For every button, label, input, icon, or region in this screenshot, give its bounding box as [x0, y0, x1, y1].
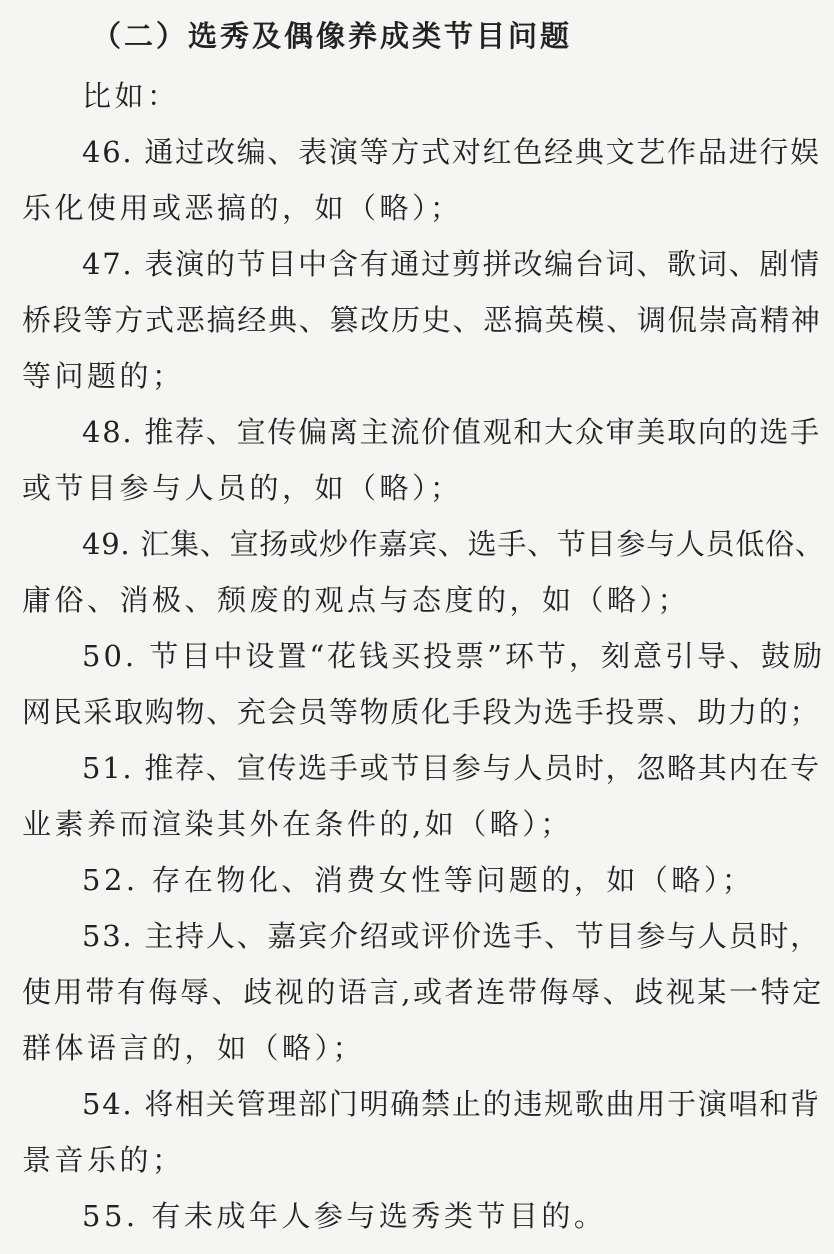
item-55-line-1: 55. 有未成年人参与选秀类节目的。	[82, 1199, 607, 1233]
item-46-line-1: 46. 通过改编、表演等方式对红色经典文艺作品进行娱	[82, 135, 821, 169]
item-53-line-2: 使用带有侮辱、歧视的语言,或者连带侮辱、歧视某一特定	[22, 975, 824, 1009]
item-48-line-1: 48. 推荐、宣传偏离主流价值观和大众审美取向的选手	[82, 415, 821, 449]
item-47-line-2: 桥段等方式恶搞经典、篡改历史、恶搞英模、调侃崇高精神	[22, 303, 822, 337]
item-54-line-1: 54. 将相关管理部门明确禁止的违规歌曲用于演唱和背	[82, 1087, 821, 1121]
item-47-line-1: 47. 表演的节目中含有通过剪拼改编台词、歌词、剧情	[82, 247, 821, 281]
item-48-line-2: 或节目参与人员的，如（略）；	[22, 471, 463, 505]
item-51-line-2: 业素养而渲染其外在条件的,如（略）；	[22, 807, 573, 841]
item-54-line-2: 景音乐的；	[22, 1143, 185, 1177]
section-heading: （二）选秀及偶像养成类节目问题	[92, 19, 573, 53]
item-51-line-1: 51. 推荐、宣传选手或节目参与人员时，忽略其内在专	[82, 751, 821, 785]
item-50-line-2: 网民采取购物、充会员等物质化手段为选手投票、助力的；	[22, 695, 821, 729]
item-53-line-1: 53. 主持人、嘉宾介绍或评价选手、节目参与人员时，	[82, 919, 821, 953]
item-47-line-3: 等问题的；	[22, 359, 185, 393]
item-49-line-2: 庸俗、消极、颓废的观点与态度的，如（略）；	[22, 583, 691, 617]
item-46-line-2: 乐化使用或恶搞的，如（略）；	[22, 191, 463, 225]
intro-text: 比如：	[82, 79, 180, 113]
item-50-line-1: 50. 节目中设置“花钱买投票”环节，刻意引导、鼓励	[82, 639, 825, 673]
item-53-line-3: 群体语言的，如（略）；	[22, 1031, 366, 1065]
item-49-line-1: 49. 汇集、宣扬或炒作嘉宾、选手、节目参与人员低俗、	[82, 527, 825, 561]
item-52-line-1: 52. 存在物化、消费女性等问题的，如（略）；	[82, 863, 755, 897]
